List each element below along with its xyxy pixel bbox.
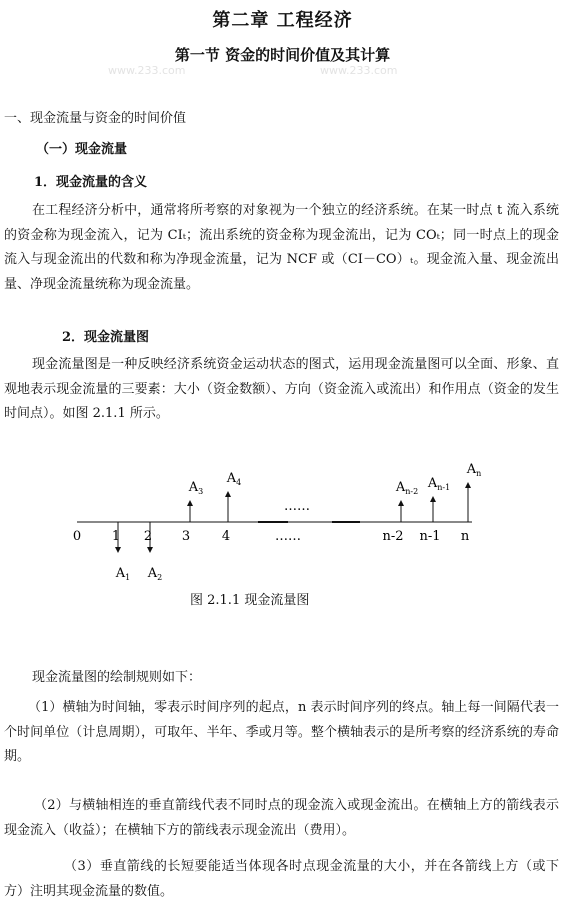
arrow-label: $A_1$ bbox=[115, 566, 131, 582]
arrow-label: $A_3$ bbox=[188, 480, 204, 496]
sub-heading: （一）现金流量 bbox=[36, 142, 128, 157]
arrow-label: $A_{n-2}$ bbox=[395, 480, 419, 496]
tick-label: 3 bbox=[181, 529, 191, 544]
rules-intro: 现金流量图的绘制规则如下： bbox=[32, 670, 202, 685]
watermark: www.233.com bbox=[108, 64, 186, 77]
arrow-label: $A_{n-1}$ bbox=[427, 476, 451, 492]
arrow-label: $A_n$ bbox=[466, 462, 482, 478]
rule-item-2: （2）与横轴相连的垂直箭线代表不同时点的现金流入或现金流出。在横轴上方的箭线表示现金流入（收益）；在横轴下方的箭线表示现金流出（费用）。 bbox=[4, 798, 559, 838]
item1-paragraph: 在工程经济分析中，通常将所考察的对象视为一个独立的经济系统。在某一时点 t 流入系统的资金称为现金流入，记为 CIₜ；流出系统的资金称为现金流出，记为 COₜ；同一时点上的现金流入与现金流出的代数和称为净现金流量，记为 NCF 或（CI－CO）ₜ。现金流入量、现金流出量、净现金流量统称为现金流量。 bbox=[4, 203, 559, 292]
tick-label: n bbox=[460, 529, 470, 544]
figure-caption: 图 2.1.1 现金流量图 bbox=[190, 593, 310, 608]
chapter-title: 第二章 工程经济 bbox=[212, 10, 353, 31]
dots-above: …… bbox=[284, 499, 310, 514]
arrow-label: $A_4$ bbox=[226, 471, 242, 487]
cash-flow-diagram bbox=[60, 455, 500, 595]
tick-label: 0 bbox=[72, 529, 82, 544]
tick-label: 2 bbox=[143, 529, 153, 544]
part-heading: 一、现金流量与资金的时间价值 bbox=[4, 111, 187, 126]
item2-paragraph: 现金流量图是一种反映经济系统资金运动状态的图式，运用现金流量图可以全面、形象、直观地表示现金流量的三要素：大小（资金数额）、方向（资金流入或流出）和作用点（资金的发生时间点）。如图 2.1.1 所示。 bbox=[4, 357, 559, 421]
item2-heading: 2．现金流量图 bbox=[62, 330, 150, 345]
section-title: 第一节 资金的时间价值及其计算 bbox=[174, 46, 391, 64]
tick-label: n-2 bbox=[382, 529, 404, 544]
tick-label: 1 bbox=[111, 529, 121, 544]
rule-item-1: （1）横轴为时间轴，零表示时间序列的起点，n 表示时间序列的终点。轴上每一间隔代表一个时间单位（计息周期），可取年、半年、季或月等。整个横轴表示的是所考察的经济系统的寿命期。 bbox=[4, 700, 559, 764]
watermark: www.233.com bbox=[320, 64, 398, 77]
item1-heading: 1．现金流量的含义 bbox=[34, 175, 148, 190]
rule-item-3: （3）垂直箭线的长短要能适当体现各时点现金流量的大小，并在各箭线上方（或下方）注明其现金流量的数值。 bbox=[4, 859, 559, 899]
tick-label: 4 bbox=[221, 529, 231, 544]
tick-label: n-1 bbox=[419, 529, 441, 544]
tick-label: …… bbox=[275, 529, 301, 544]
arrow-label: $A_2$ bbox=[147, 566, 163, 582]
